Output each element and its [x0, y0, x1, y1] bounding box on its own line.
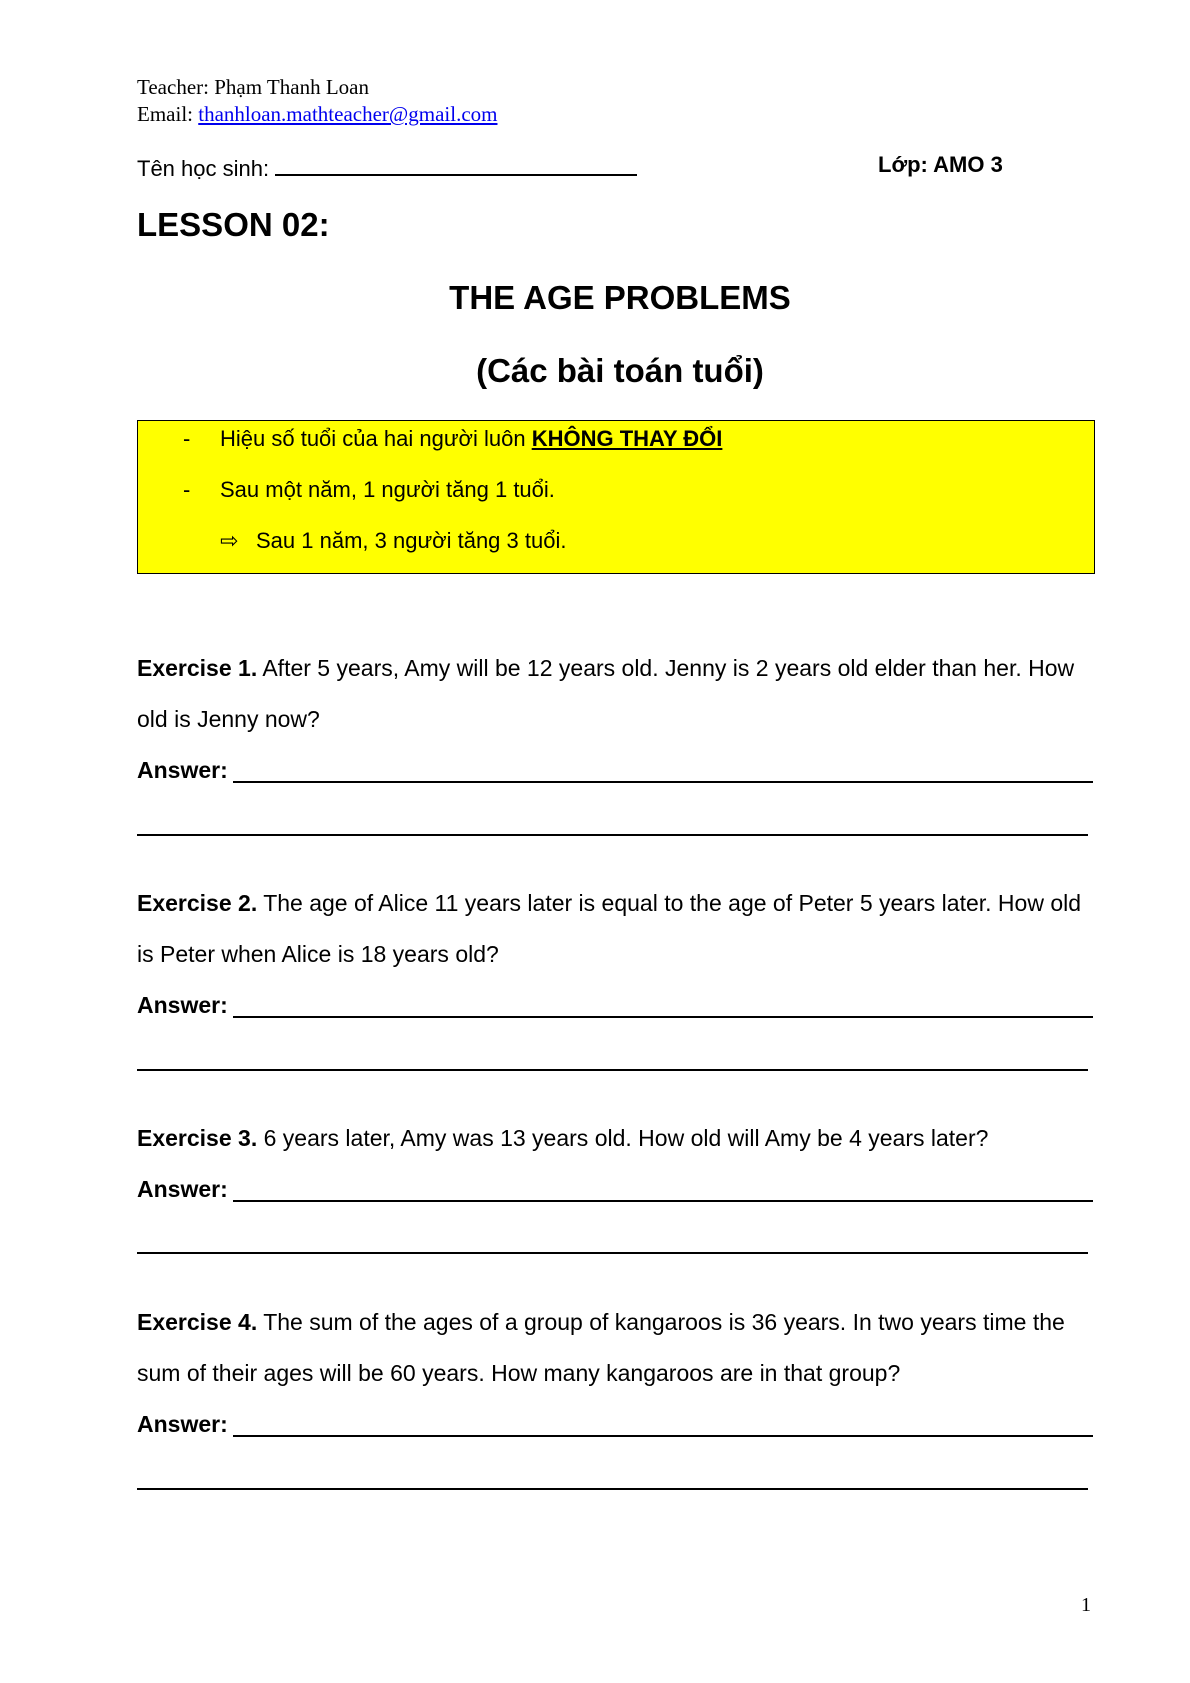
answer-label: Answer: [137, 757, 228, 783]
answer-line[interactable] [233, 781, 1093, 783]
page-number: 1 [1081, 1594, 1091, 1616]
document-header [137, 74, 497, 128]
answer-label: Answer: [137, 992, 228, 1018]
answer-line[interactable] [233, 1435, 1093, 1437]
rule-bullet: - [183, 477, 191, 502]
exercise-label: Exercise 4. [137, 1309, 258, 1335]
class-label: Lớp: AMO 3 [878, 152, 1003, 177]
rule-1-highlight: KHÔNG THAY ĐỔI [531, 426, 723, 451]
answer-line[interactable] [137, 834, 1088, 836]
answer-line[interactable] [233, 1016, 1093, 1018]
rule-1 [138, 426, 1094, 456]
exercise-label: Exercise 2. [137, 890, 258, 916]
student-name-row [137, 152, 637, 182]
answer-line[interactable] [137, 1488, 1088, 1490]
exercise-text: After 5 years, Amy will be 12 years old. Jenny is 2 years old elder than her. How old is Jenny now? [137, 655, 1075, 732]
rule-1-text: Hiệu số tuổi của hai người luôn [220, 426, 532, 451]
lesson-heading: LESSON 02: [137, 206, 330, 243]
exercise-2 [137, 878, 1097, 980]
exercise-4 [137, 1297, 1097, 1399]
answer-line[interactable] [137, 1069, 1088, 1071]
student-name-blank[interactable] [275, 152, 637, 176]
email-label: Email: [137, 102, 199, 126]
exercise-1 [137, 643, 1097, 745]
exercise-label: Exercise 1. [137, 655, 258, 681]
email-link[interactable]: thanhloan.mathteacher@gmail.com [198, 102, 498, 126]
arrow-icon: ⇨ [220, 528, 239, 553]
answer-line[interactable] [137, 1252, 1088, 1254]
rule-2-text: Sau một năm, 1 người tăng 1 tuổi. [220, 477, 555, 502]
exercise-text: 6 years later, Amy was 13 years old. How old will Amy be 4 years later? [257, 1125, 989, 1151]
exercise-3 [137, 1113, 1097, 1164]
page-title: THE AGE PROBLEMS [449, 279, 791, 316]
student-name-label: Tên học sinh: [137, 156, 276, 181]
answer-line[interactable] [233, 1200, 1093, 1202]
rule-2 [138, 477, 1094, 507]
rule-3 [138, 528, 1094, 558]
answer-label: Answer: [137, 1176, 228, 1202]
email-line [137, 101, 497, 128]
exercise-label: Exercise 3. [137, 1125, 258, 1151]
exercise-text: The sum of the ages of a group of kangaroos is 36 years. In two years time the sum of their ages will be 60 years. How many kangaroos are in that group? [137, 1309, 1065, 1386]
exercise-text: The age of Alice 11 years later is equal to the age of Peter 5 years later. How old is Peter when Alice is 18 years old? [137, 890, 1082, 967]
rule-3-text: Sau 1 năm, 3 người tăng 3 tuổi. [256, 528, 567, 553]
rules-box [137, 420, 1095, 574]
teacher-line: Teacher: Phạm Thanh Loan [137, 75, 369, 99]
page-subtitle: (Các bài toán tuổi) [476, 352, 764, 389]
answer-label: Answer: [137, 1411, 228, 1437]
rule-bullet: - [183, 426, 191, 451]
